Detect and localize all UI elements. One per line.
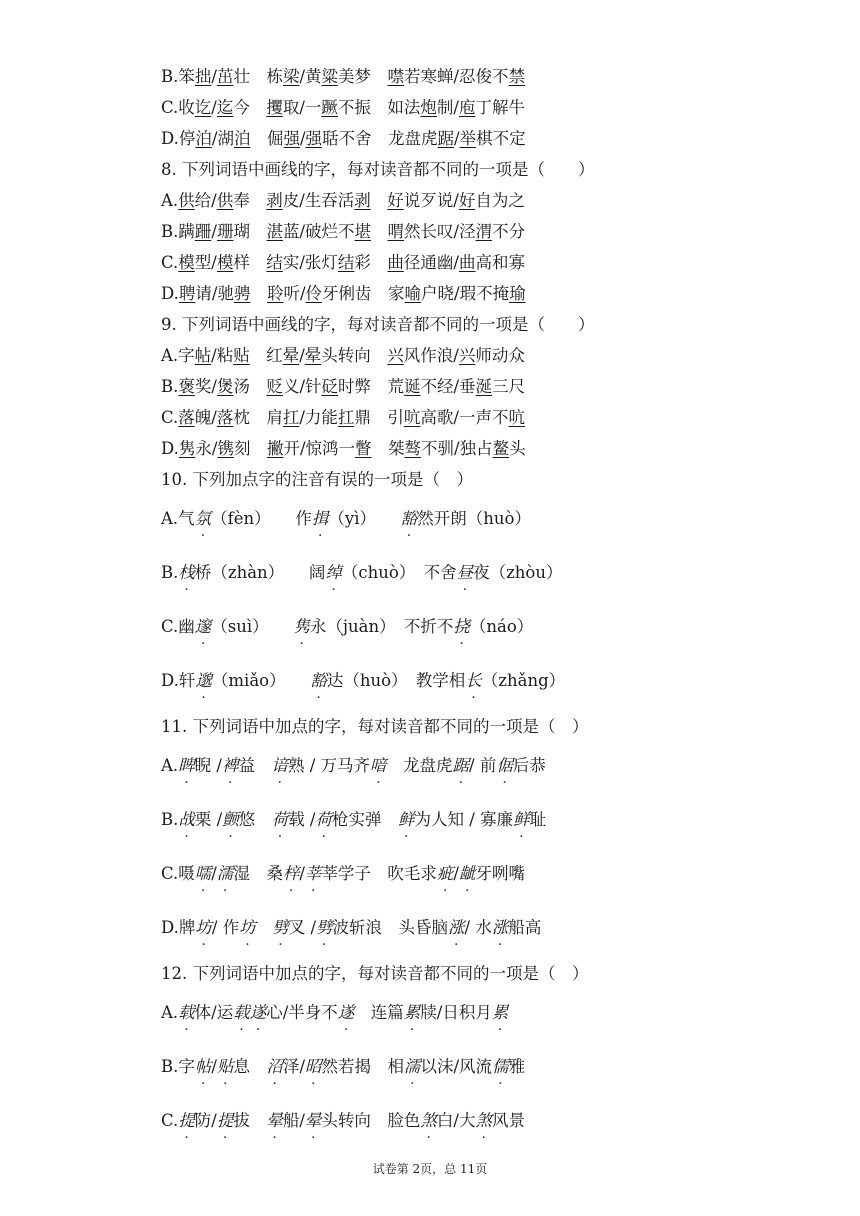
text-segment: 不驯/独占 <box>421 439 493 458</box>
text-segment: 开/惊鸿一 <box>283 439 356 458</box>
text-line <box>161 66 525 88</box>
dotted-char: 挠 <box>453 617 470 636</box>
text-segment: B.字 <box>161 1057 195 1076</box>
underlined-char: 剥 <box>266 191 283 210</box>
dotted-char: 谙 <box>271 756 288 775</box>
text-segment: 瑚 <box>233 222 267 241</box>
dotted-char: 邃 <box>194 617 212 636</box>
text-segment: 拔 <box>233 1111 267 1130</box>
dotted-char: 濡 <box>216 864 234 883</box>
text-segment: 实/张灯 <box>282 253 338 272</box>
underlined-char: 噤 <box>387 67 404 86</box>
dotted-char: 隽 <box>293 617 310 636</box>
underlined-char: 渭 <box>475 222 493 241</box>
text-segment: 船高 <box>508 918 542 937</box>
text-segment: 户晓/瑕不掩 <box>421 284 510 303</box>
text-segment: 魄/ <box>194 408 217 427</box>
text-segment: 头 <box>509 439 526 458</box>
text-segment: 熟 / 万马齐 <box>287 756 371 775</box>
text-line <box>161 508 531 530</box>
dotted-char: 栈 <box>178 563 195 582</box>
underlined-char: 好 <box>387 191 404 210</box>
dotted-char: 踞 <box>452 756 470 775</box>
text-segment: 后恭 <box>512 756 546 775</box>
underlined-char: 贴 <box>233 346 250 365</box>
dotted-char: 荷 <box>271 810 289 829</box>
dotted-char: 喑 <box>370 756 387 775</box>
text-segment: 载 / <box>288 810 316 829</box>
underlined-char: 曲 <box>387 253 404 272</box>
text-line <box>161 616 533 638</box>
underlined-char: 隽 <box>178 439 196 458</box>
underlined-char: 诞 <box>404 377 421 396</box>
text-segment: 牍/日积月 <box>420 1003 492 1022</box>
text-segment: 牙咧嘴 <box>475 864 525 883</box>
underlined-char: 堪 <box>354 222 371 241</box>
text-segment: 栗 / <box>194 810 223 829</box>
text-line <box>161 252 525 274</box>
text-segment: 益 <box>238 756 272 775</box>
underlined-char: 落 <box>178 408 195 427</box>
text-segment: C. <box>161 408 179 427</box>
text-segment: 桥（zhàn） 阔 <box>194 563 326 582</box>
underlined-char: 好 <box>458 191 476 210</box>
text-segment: / <box>211 98 217 117</box>
underlined-char: 结 <box>337 253 355 272</box>
underlined-char: 模 <box>178 253 195 272</box>
text-segment: 耻 <box>529 810 547 829</box>
underlined-char: 举 <box>459 129 477 148</box>
text-segment: 风作浪/ <box>403 346 459 365</box>
dotted-char: 倨 <box>496 756 513 775</box>
text-segment: 今 <box>233 98 267 117</box>
underlined-char: 帖 <box>194 346 212 365</box>
text-segment: 枕 肩 <box>233 408 283 427</box>
underlined-char: 湛 <box>266 222 283 241</box>
text-segment: 悠 <box>238 810 272 829</box>
dotted-char: 氛 <box>194 509 212 528</box>
dotted-char: 晕 <box>266 1111 283 1130</box>
text-line <box>161 221 525 243</box>
text-line <box>161 1056 525 1078</box>
dotted-char: 坊 <box>195 918 212 937</box>
dotted-char: 遂 <box>337 1003 355 1022</box>
text-segment: 奉 <box>233 191 267 210</box>
underlined-char: 鳌 <box>492 439 510 458</box>
text-segment: B. <box>161 563 179 582</box>
text-segment: / 前 <box>469 756 497 775</box>
underlined-char: 骋 <box>233 284 251 303</box>
text-segment: D. <box>161 439 179 458</box>
text-segment: 鼎 引 <box>354 408 404 427</box>
text-line <box>161 190 525 212</box>
underlined-char: 扛 <box>337 408 355 427</box>
underlined-char: 强 <box>305 129 323 148</box>
underlined-char: 煲 <box>216 377 234 396</box>
text-segment: / 水 <box>464 918 492 937</box>
text-segment: / 作 <box>211 918 240 937</box>
text-segment: 牙俐齿 家 <box>322 284 405 303</box>
underlined-char: 庖 <box>458 98 476 117</box>
text-segment: 睨 / <box>194 756 222 775</box>
text-segment: 龙盘虎 <box>386 756 453 775</box>
underlined-char: 扛 <box>282 408 300 427</box>
underlined-char: 泊 <box>195 129 212 148</box>
text-segment: 高和寡 <box>475 253 525 272</box>
text-segment: A.字 <box>161 346 195 365</box>
underlined-char: 吭 <box>508 408 525 427</box>
text-line <box>161 469 473 491</box>
text-segment: 丁解牛 <box>475 98 525 117</box>
text-segment: 给/ <box>194 191 217 210</box>
text-segment: 皮/生吞活 <box>282 191 355 210</box>
text-segment: 汤 <box>233 377 267 396</box>
text-segment: /湖 <box>211 129 234 148</box>
dotted-char: 长 <box>465 671 482 690</box>
text-segment: / <box>299 864 305 883</box>
dotted-char: 濡 <box>404 1057 421 1076</box>
text-line <box>161 283 526 305</box>
underlined-char: 聘 <box>178 284 196 303</box>
underlined-char: 兴 <box>458 346 476 365</box>
text-line <box>161 407 525 429</box>
text-segment: 息 <box>233 1057 267 1076</box>
text-segment: 奖/ <box>194 377 217 396</box>
underlined-char: 结 <box>266 253 283 272</box>
underlined-char: 强 <box>283 129 300 148</box>
text-segment: 心/半身不 <box>266 1003 338 1022</box>
text-segment: （suì） <box>211 617 294 636</box>
dotted-char: 载 <box>178 1003 195 1022</box>
text-segment: / <box>454 129 460 148</box>
underlined-char: 迄 <box>216 98 234 117</box>
dotted-char: 涨 <box>448 918 465 937</box>
text-segment: 桀 <box>371 439 405 458</box>
text-segment: 12. 下列词语中加点的字，每对读音都不同的一项是（ ） <box>161 964 589 983</box>
text-segment: 白/大 <box>436 1111 476 1130</box>
text-segment: / <box>211 864 217 883</box>
text-segment: A.气 <box>161 509 195 528</box>
underlined-char: 泊 <box>233 129 251 148</box>
text-line <box>161 128 526 150</box>
underlined-char: 镌 <box>217 439 234 458</box>
dotted-char: 累 <box>491 1003 509 1022</box>
text-segment: （miǎo） <box>211 671 311 690</box>
underlined-char: 蹶 <box>321 98 338 117</box>
text-segment: 然长叹/泾 <box>404 222 476 241</box>
dotted-char: 贴 <box>216 1057 234 1076</box>
underlined-char: 茁 <box>216 67 234 86</box>
text-segment: 泽/ <box>282 1057 305 1076</box>
dotted-char: 劈 <box>316 918 333 937</box>
underlined-char: 供 <box>178 191 195 210</box>
underlined-char: 梁 <box>282 67 300 86</box>
underlined-char: 禁 <box>508 67 526 86</box>
text-segment: / <box>299 129 306 148</box>
text-segment: 连篇 <box>354 1003 404 1022</box>
text-segment: 防/ <box>194 1111 217 1130</box>
text-segment: 船/ <box>282 1111 305 1130</box>
dotted-char: 儒 <box>492 1057 509 1076</box>
text-segment: / <box>453 864 459 883</box>
text-segment: 刻 <box>233 439 267 458</box>
dotted-char: 豁 <box>310 671 327 690</box>
dotted-char: 邈 <box>195 671 212 690</box>
dotted-char: 睥 <box>178 756 195 775</box>
text-segment: 体/运 <box>194 1003 234 1022</box>
text-segment: / <box>299 346 305 365</box>
dotted-char: 提 <box>216 1111 234 1130</box>
dotted-char: 沼 <box>266 1057 283 1076</box>
text-segment: 然开朗（huò） <box>417 509 531 528</box>
text-line <box>161 345 525 367</box>
text-segment: （yì） <box>328 509 401 528</box>
text-segment: 湿 桑 <box>233 864 283 883</box>
text-segment: /黄 <box>299 67 322 86</box>
text-segment: 美梦 <box>338 67 388 86</box>
text-segment: 枪实弹 <box>332 810 398 829</box>
text-segment: 型/ <box>194 253 217 272</box>
dotted-char: 战 <box>178 810 195 829</box>
text-segment: 若寒蝉/忍俊不 <box>404 67 509 86</box>
underlined-char: 跚 <box>194 222 212 241</box>
text-segment: A. <box>161 1003 179 1022</box>
dotted-char: 煞 <box>475 1111 492 1130</box>
dotted-char: 昼 <box>456 563 474 582</box>
underlined-char: 伶 <box>305 284 323 303</box>
text-segment: /力能 <box>299 408 338 427</box>
dotted-char: 昭 <box>305 1057 322 1076</box>
text-segment: 10. 下列加点字的注音有误的一项是（ ） <box>161 470 473 489</box>
underlined-char: 供 <box>216 191 234 210</box>
text-line <box>161 716 589 738</box>
text-segment: 达（huò） 教学相 <box>326 671 466 690</box>
text-line <box>161 159 595 181</box>
underlined-char: 攫 <box>266 98 283 117</box>
text-segment: 彩 <box>354 253 388 272</box>
underlined-char: 曲 <box>458 253 476 272</box>
text-segment: 壮 栋 <box>233 67 283 86</box>
text-segment: C.嗫 <box>161 864 195 883</box>
underlined-char: 讫 <box>194 98 212 117</box>
text-line <box>161 755 546 777</box>
text-segment: 自为之 <box>475 191 525 210</box>
text-segment: A. <box>161 191 179 210</box>
underlined-char: 剥 <box>354 191 371 210</box>
text-segment: 聒不舍 龙盘虎 <box>322 129 438 148</box>
text-segment: 风景 <box>491 1111 525 1130</box>
text-segment: 义/针 <box>282 377 322 396</box>
text-line <box>161 314 595 336</box>
text-line <box>161 1110 525 1132</box>
dotted-char: 劈 <box>272 918 289 937</box>
text-segment: B. <box>161 810 179 829</box>
underlined-char: 模 <box>216 253 234 272</box>
text-line <box>161 809 546 831</box>
dotted-char: 累 <box>403 1003 421 1022</box>
dotted-char: 鲜 <box>513 810 530 829</box>
dotted-char: 疵 <box>436 864 454 883</box>
dotted-char: 坊 <box>239 918 256 937</box>
dotted-char: 载 <box>233 1003 250 1022</box>
text-segment: 蓝/破烂不 <box>282 222 355 241</box>
text-segment: 叉 / <box>288 918 317 937</box>
text-segment: D.轩 <box>161 671 196 690</box>
dotted-char: 豁 <box>400 509 418 528</box>
underlined-char: 落 <box>216 408 234 427</box>
text-segment: 以沫/风流 <box>420 1057 493 1076</box>
text-segment: 11. 下列词语中加点的字，每对读音都不同的一项是（ ） <box>161 717 589 736</box>
text-segment: C.收 <box>161 98 195 117</box>
text-segment: 时弊 荒 <box>338 377 404 396</box>
underlined-char: 褒 <box>178 377 195 396</box>
text-segment: / <box>211 67 217 86</box>
underlined-char: 涎 <box>475 377 493 396</box>
text-segment: （náo） <box>469 617 534 636</box>
text-line <box>161 376 525 398</box>
text-segment: C. <box>161 253 179 272</box>
underlined-char: 骜 <box>404 439 422 458</box>
text-segment: 永/ <box>195 439 218 458</box>
text-segment: D.牌 <box>161 918 196 937</box>
dotted-char: 遂 <box>249 1003 267 1022</box>
text-segment: 永（juàn） 不折不 <box>309 617 454 636</box>
text-segment: 然若揭 相 <box>321 1057 404 1076</box>
underlined-char: 吭 <box>403 408 421 427</box>
dotted-char: 嚅 <box>194 864 212 883</box>
text-segment: （zhǎng） <box>481 671 566 690</box>
dotted-char: 莘 <box>304 864 322 883</box>
dotted-char: 龇 <box>458 864 476 883</box>
text-segment: 头转向 <box>321 346 388 365</box>
text-segment <box>256 917 273 939</box>
underlined-char: 聆 <box>266 284 284 303</box>
text-segment <box>371 190 388 212</box>
text-segment: 径通幽/ <box>403 253 459 272</box>
text-segment: 莘学子 吹毛求 <box>321 864 437 883</box>
text-segment: 不分 <box>492 222 526 241</box>
dotted-char: 绰 <box>325 563 342 582</box>
dotted-char: 涨 <box>491 918 509 937</box>
text-segment: / <box>211 222 217 241</box>
dotted-char: 煞 <box>420 1111 437 1130</box>
text-segment <box>371 221 388 243</box>
underlined-char: 砭 <box>321 377 338 396</box>
underlined-char: 兴 <box>387 346 404 365</box>
text-segment: 9. 下列词语中画线的字，每对读音都不同的一项是（ ） <box>161 315 595 334</box>
text-segment: 头转向 脸色 <box>321 1111 421 1130</box>
text-line <box>161 917 541 939</box>
text-segment: A. <box>161 756 179 775</box>
underlined-char: 喻 <box>404 284 422 303</box>
text-segment: 波斩浪 头昏脑 <box>332 918 449 937</box>
text-segment: 样 <box>233 253 267 272</box>
text-segment: 师动众 <box>475 346 525 365</box>
underlined-char: 撇 <box>266 439 284 458</box>
text-line <box>161 863 525 885</box>
text-segment: 雅 <box>508 1057 526 1076</box>
underlined-char: 晕 <box>282 346 300 365</box>
underlined-char: 拙 <box>194 67 212 86</box>
text-line <box>161 670 565 692</box>
text-segment: 夜（zhòu） <box>473 563 563 582</box>
dotted-char: 梓 <box>282 864 300 883</box>
text-segment: / <box>211 1057 217 1076</box>
text-line <box>161 562 563 584</box>
text-segment: 说歹说/ <box>403 191 459 210</box>
dotted-char: 鲜 <box>398 810 415 829</box>
text-segment: C. <box>161 1111 179 1130</box>
text-line <box>161 963 589 985</box>
underlined-char: 炮 <box>420 98 437 117</box>
text-segment: 8. 下列词语中画线的字，每对读音都不同的一项是（ ） <box>161 160 595 179</box>
text-segment: 听/ <box>283 284 306 303</box>
dotted-char: 裨 <box>221 756 239 775</box>
dotted-char: 揖 <box>311 509 329 528</box>
dotted-char: 帖 <box>194 1057 212 1076</box>
text-line <box>161 438 526 460</box>
dotted-char: 颤 <box>222 810 239 829</box>
text-segment: 高歌/一声不 <box>420 408 509 427</box>
text-segment: D. <box>161 284 179 303</box>
dotted-char: 荷 <box>315 810 332 829</box>
text-segment: 制/ <box>436 98 459 117</box>
dotted-char: 提 <box>178 1111 195 1130</box>
text-segment: C.幽 <box>161 617 195 636</box>
underlined-char: 珊 <box>216 222 234 241</box>
page-footer: 试卷第 2页，总 11页 <box>372 1162 488 1176</box>
text-segment: B. <box>161 377 179 396</box>
text-line <box>161 97 525 119</box>
underlined-char: 贬 <box>266 377 283 396</box>
text-line <box>161 1002 508 1024</box>
underlined-char: 瞥 <box>355 439 372 458</box>
text-segment <box>250 283 267 305</box>
text-segment: 三尺 <box>492 377 526 396</box>
underlined-char: 晕 <box>304 346 322 365</box>
underlined-char: 瑜 <box>509 284 526 303</box>
text-segment: 请/驰 <box>195 284 234 303</box>
text-segment: 倔 <box>250 129 284 148</box>
text-segment: /粘 <box>211 346 234 365</box>
dotted-char: 晕 <box>304 1111 322 1130</box>
text-segment: （fèn） 作 <box>211 509 312 528</box>
text-segment: B.蹒 <box>161 222 195 241</box>
text-segment: B.笨 <box>161 67 195 86</box>
underlined-char: 踞 <box>437 129 455 148</box>
text-segment: 取/一 <box>282 98 322 117</box>
text-segment: 不经/垂 <box>420 377 476 396</box>
text-segment: 红 <box>249 346 283 365</box>
underlined-char: 喟 <box>387 222 404 241</box>
text-segment: D.停 <box>161 129 196 148</box>
text-segment: 不振 如法 <box>337 98 421 117</box>
text-segment: 棋不定 <box>476 129 526 148</box>
underlined-char: 粱 <box>321 67 338 86</box>
text-segment: 为人知 / 寡廉 <box>414 810 514 829</box>
text-segment: （chuò） 不舍 <box>341 563 457 582</box>
